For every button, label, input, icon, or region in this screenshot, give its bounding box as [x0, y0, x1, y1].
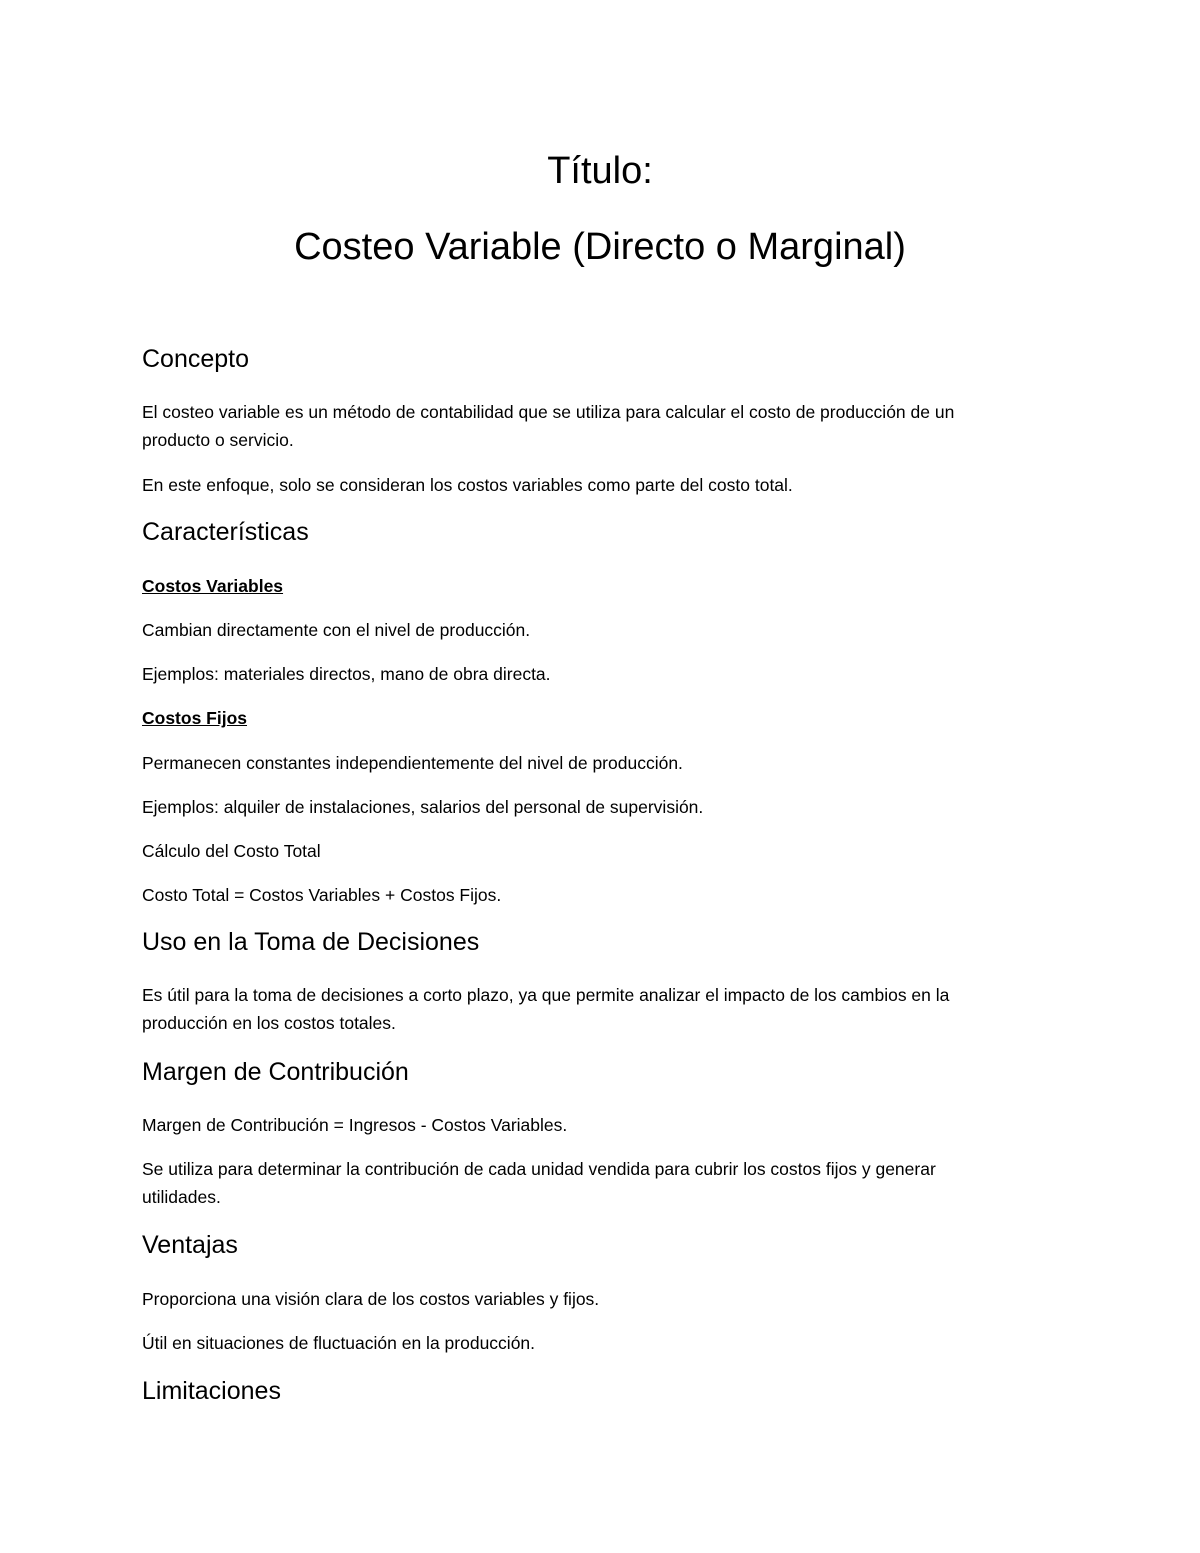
heading-margen: Margen de Contribución: [142, 1058, 409, 1086]
paragraph-concepto-2: En este enfoque, solo se consideran los costos variables como parte del costo total.: [142, 475, 793, 495]
paragraph-formula-total: Costo Total = Costos Variables + Costos Fijos.: [142, 885, 502, 905]
paragraph-concepto-1-line1: El costeo variable es un método de contabilidad que se utiliza para calcular el costo de producción de un: [142, 402, 955, 422]
paragraph-variables-2: Ejemplos: materiales directos, mano de obra directa.: [142, 664, 551, 684]
paragraph-fijos-1: Permanecen constantes independientemente del nivel de producción.: [142, 753, 683, 773]
heading-limitaciones: Limitaciones: [142, 1377, 281, 1405]
paragraph-uso-line1: Es útil para la toma de decisiones a corto plazo, ya que permite analizar el impacto de los cambios en la: [142, 985, 950, 1005]
heading-ventajas: Ventajas: [142, 1231, 238, 1259]
paragraph-ventajas-1: Proporciona una visión clara de los costos variables y fijos.: [142, 1289, 600, 1309]
document-title: Costeo Variable (Directo o Marginal): [294, 226, 906, 268]
paragraph-calculo: Cálculo del Costo Total: [142, 841, 321, 861]
paragraph-uso-line2: producción en los costos totales.: [142, 1013, 396, 1033]
paragraph-margen-line2: utilidades.: [142, 1187, 221, 1207]
heading-concepto: Concepto: [142, 345, 250, 373]
paragraph-margen-formula: Margen de Contribución = Ingresos - Costos Variables.: [142, 1115, 568, 1135]
heading-caracteristicas: Características: [142, 518, 309, 546]
heading-uso-decisiones: Uso en la Toma de Decisiones: [142, 928, 480, 956]
paragraph-variables-1: Cambian directamente con el nivel de producción.: [142, 620, 531, 640]
paragraph-concepto-1-line2: producto o servicio.: [142, 430, 294, 450]
subheading-costos-fijos: Costos Fijos: [142, 708, 248, 728]
subheading-costos-variables: Costos Variables: [142, 576, 284, 596]
paragraph-fijos-2: Ejemplos: alquiler de instalaciones, salarios del personal de supervisión.: [142, 797, 704, 817]
paragraph-margen-line1: Se utiliza para determinar la contribución de cada unidad vendida para cubrir los costos fijos y generar: [142, 1159, 936, 1179]
paragraph-ventajas-2: Útil en situaciones de fluctuación en la producción.: [142, 1333, 536, 1353]
title-label: Título:: [547, 150, 653, 192]
